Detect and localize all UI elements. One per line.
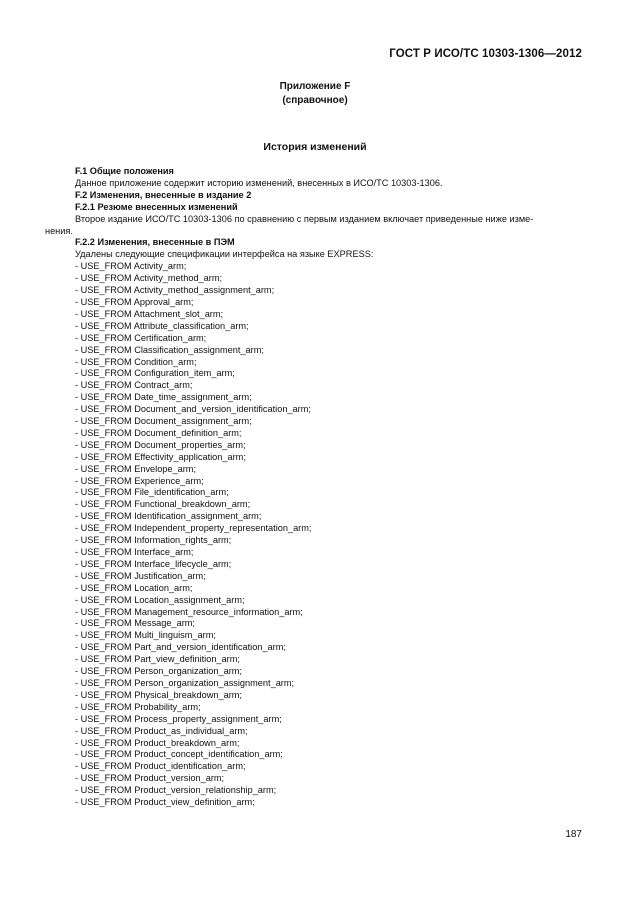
list-item: - USE_FROM Product_concept_identification_arm; [75, 749, 283, 760]
list-item: - USE_FROM Person_organization_assignment_arm; [75, 677, 295, 688]
list-item: - USE_FROM Management_resource_information_arm; [75, 606, 303, 617]
list-item: - USE_FROM Activity_method_arm; [75, 273, 223, 284]
list-item: - USE_FROM Interface_arm; [75, 547, 194, 557]
list-item: - USE_FROM Justification_arm; [75, 570, 206, 581]
list-item: - USE_FROM Document_assignment_arm; [75, 416, 252, 427]
list-item: - USE_FROM Approval_arm; [75, 296, 194, 307]
list-item: - USE_FROM Attribute_classification_arm; [75, 320, 249, 331]
list-item: - USE_FROM Part_and_version_identification_arm; [75, 642, 286, 653]
annex-kind: (справочное) [282, 95, 348, 106]
section-f1-text: Данное приложение содержит историю изменений, внесенных в ИСО/ТС 10303-1306. [75, 177, 443, 188]
list-item: - USE_FROM Product_breakdown_arm; [75, 737, 240, 748]
list-item: - USE_FROM Activity_arm; [75, 261, 187, 272]
annex-heading [0, 80, 630, 108]
list-item: - USE_FROM Message_arm; [75, 618, 195, 629]
list-item: - USE_FROM Part_view_definition_arm; [75, 654, 240, 665]
page-number: 187 [565, 829, 582, 840]
list-item: - USE_FROM Probability_arm; [75, 701, 201, 712]
list-item: - USE_FROM Functional_breakdown_arm; [75, 499, 251, 510]
list-item: - USE_FROM Attachment_slot_arm; [75, 308, 224, 319]
section-f2-heading: F.2 Изменения, внесенные в издание 2 [75, 189, 252, 200]
list-item: - USE_FROM Product_view_definition_arm; [75, 797, 255, 808]
section-f22-intro: Удалены следующие спецификации интерфейса на языке EXPRESS: [75, 249, 374, 260]
list-item: - USE_FROM Envelope_arm; [75, 463, 197, 474]
list-item: - USE_FROM Activity_method_assignment_arm; [75, 285, 275, 296]
list-item: - USE_FROM Information_rights_arm; [75, 535, 232, 546]
list-item: - USE_FROM Document_definition_arm; [75, 427, 242, 438]
list-item: - USE_FROM Interface_lifecycle_arm; [75, 558, 232, 569]
list-item: - USE_FROM Classification_assignment_arm; [75, 344, 264, 355]
list-item: - USE_FROM Location_assignment_arm; [75, 594, 245, 605]
section-f21-text-line2: нения. [45, 225, 73, 236]
list-item: - USE_FROM Product_version_arm; [75, 773, 225, 784]
list-item: - USE_FROM Product_version_relationship_arm; [75, 785, 277, 796]
section-f21-text-line1: Второе издание ИСО/ТС 10303-1306 по сравнению с первым изданием включает приведенные ниже изме- [75, 213, 534, 224]
use-from-list [60, 261, 585, 809]
list-item: - USE_FROM Product_identification_arm; [75, 761, 246, 772]
list-item: - USE_FROM Contract_arm; [75, 380, 193, 391]
list-item: - USE_FROM Physical_breakdown_arm; [75, 689, 242, 700]
list-item: - USE_FROM Condition_arm; [75, 356, 197, 367]
list-item: - USE_FROM Document_and_version_identification_arm; [75, 404, 311, 415]
list-item: - USE_FROM Configuration_item_arm; [75, 368, 235, 379]
list-item: - USE_FROM Identification_assignment_arm; [75, 511, 262, 522]
list-item: - USE_FROM Date_time_assignment_arm; [75, 392, 252, 403]
list-item: - USE_FROM Multi_linguism_arm; [75, 630, 216, 641]
list-item: - USE_FROM Product_as_individual_arm; [75, 725, 248, 736]
annex-title: Приложение F [279, 81, 351, 92]
list-item: - USE_FROM Certification_arm; [75, 332, 207, 343]
section-f1-heading: F.1 Общие положения [75, 166, 174, 176]
history-title: История изменений [263, 141, 367, 153]
list-item: - USE_FROM Experience_arm; [75, 475, 204, 486]
list-item: - USE_FROM Document_properties_arm; [75, 439, 246, 450]
list-item: - USE_FROM Process_property_assignment_arm; [75, 713, 282, 724]
section-f21-heading: F.2.1 Резюме внесенных изменений [75, 201, 238, 212]
list-item: - USE_FROM Location_arm; [75, 582, 193, 593]
list-item: - USE_FROM File_identification_arm; [75, 487, 229, 498]
list-item: - USE_FROM Effectivity_application_arm; [75, 451, 246, 462]
section-f22-heading: F.2.2 Изменения, внесенные в ПЭМ [75, 237, 235, 248]
list-item: - USE_FROM Independent_property_representation_arm; [75, 523, 312, 534]
list-item: - USE_FROM Person_organization_arm; [75, 666, 242, 677]
standard-identifier: ГОСТ Р ИСО/ТС 10303-1306—2012 [389, 48, 582, 60]
document-body [45, 166, 585, 809]
